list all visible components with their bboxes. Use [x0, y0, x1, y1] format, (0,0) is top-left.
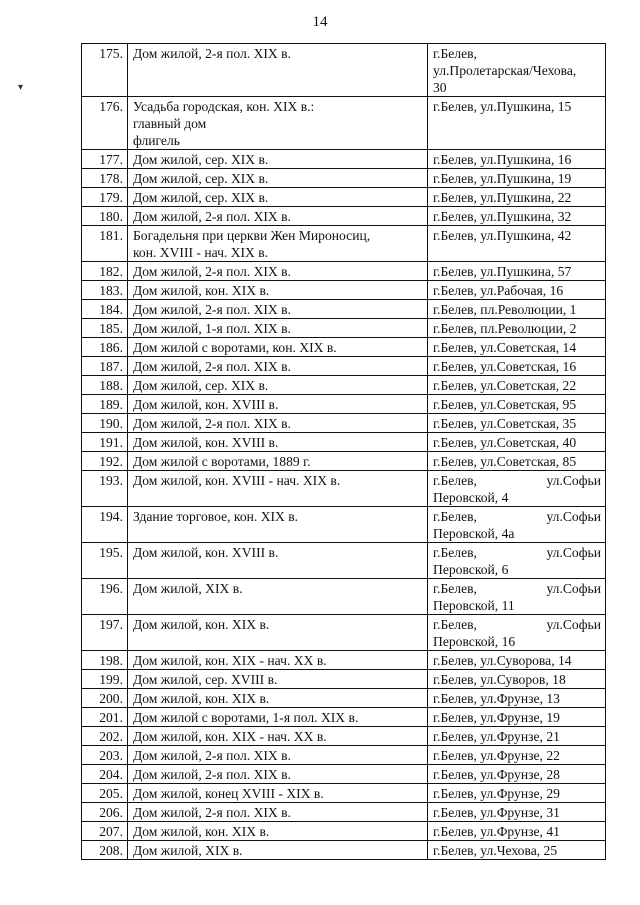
- object-name-line: Дом жилой, кон. XVIII - нач. XIX в.: [133, 473, 341, 488]
- row-number: 205.: [82, 784, 128, 803]
- table-row: [82, 414, 606, 433]
- address-cell: [428, 765, 606, 784]
- table-row: [82, 708, 606, 727]
- object-name-line: Дом жилой, 2-я пол. XIX в.: [133, 264, 291, 279]
- object-name-cell: [128, 765, 428, 784]
- address-part: ул.Софьи: [546, 509, 601, 524]
- address-line: г.Белев, ул.Фрунзе, 41: [433, 824, 560, 839]
- address-line: г.Белев, ул.Пушкина, 15: [433, 99, 572, 114]
- object-name-line: Дом жилой, кон. XVIII в.: [133, 397, 279, 412]
- object-name-cell: [128, 822, 428, 841]
- address-line: г.Белев, ул.Советская, 95: [433, 397, 577, 412]
- table-row: [82, 765, 606, 784]
- row-number: 178.: [82, 169, 128, 188]
- object-name-line: Дом жилой, 2-я пол. XIX в.: [133, 767, 291, 782]
- object-name-cell: [128, 803, 428, 822]
- object-name-line: Дом жилой, сер. XIX в.: [133, 171, 269, 186]
- object-name-cell: [128, 357, 428, 376]
- address-cell: [428, 300, 606, 319]
- address-cell: [428, 452, 606, 471]
- object-name-line: Дом жилой, сер. XVIII в.: [133, 672, 278, 687]
- row-number: 177.: [82, 150, 128, 169]
- address-part: г.Белев,: [433, 581, 477, 596]
- row-number: 186.: [82, 338, 128, 357]
- object-name-cell: [128, 300, 428, 319]
- object-name-cell: [128, 651, 428, 670]
- address-line: г.Белев, ул.Фрунзе, 31: [433, 805, 560, 820]
- page-number: 14: [312, 14, 328, 30]
- object-name-cell: [128, 226, 428, 262]
- address-cell: [428, 395, 606, 414]
- table-row: [82, 670, 606, 689]
- object-name-cell: [128, 615, 428, 651]
- table-row: [82, 300, 606, 319]
- row-number: 193.: [82, 471, 128, 507]
- object-name-line: Дом жилой, 2-я пол. XIX в.: [133, 416, 291, 431]
- address-line: г.Белев, ул.Фрунзе, 22: [433, 748, 560, 763]
- table-row: [82, 150, 606, 169]
- row-number: 175.: [82, 44, 128, 97]
- address-part: ул.Софьи: [546, 473, 601, 488]
- table-row: [82, 376, 606, 395]
- row-number: 190.: [82, 414, 128, 433]
- object-name-line: Дом жилой, кон. XIX - нач. XX в.: [133, 729, 327, 744]
- address-cell: [428, 97, 606, 150]
- table-row: [82, 822, 606, 841]
- object-name-line: Дом жилой, кон. XIX в.: [133, 824, 270, 839]
- table-row: [82, 651, 606, 670]
- object-name-cell: [128, 784, 428, 803]
- object-name-line: Дом жилой, сер. XIX в.: [133, 378, 269, 393]
- address-cell: [428, 357, 606, 376]
- object-name-cell: [128, 452, 428, 471]
- table-row: [82, 338, 606, 357]
- table-row: [82, 44, 606, 97]
- address-cell: [428, 188, 606, 207]
- row-number: 185.: [82, 319, 128, 338]
- object-name-line: Дом жилой, 2-я пол. XIX в.: [133, 748, 291, 763]
- row-number: 197.: [82, 615, 128, 651]
- table-row: [82, 471, 606, 507]
- object-name-cell: [128, 507, 428, 543]
- table-row: [82, 803, 606, 822]
- row-number: 201.: [82, 708, 128, 727]
- address-line: г.Белев, ул.Пушкина, 16: [433, 152, 572, 167]
- heritage-objects-table: [81, 43, 606, 860]
- row-number: 179.: [82, 188, 128, 207]
- table-row: [82, 169, 606, 188]
- address-line: Перовской, 16: [433, 634, 516, 649]
- address-line: г.Белев, ул.Фрунзе, 13: [433, 691, 560, 706]
- object-name-line: Богадельня при церкви Жен Мироносиц,: [133, 228, 371, 243]
- object-name-line: Дом жилой, сер. XIX в.: [133, 152, 269, 167]
- address-part: г.Белев,: [433, 473, 477, 488]
- object-name-cell: [128, 262, 428, 281]
- row-number: 198.: [82, 651, 128, 670]
- object-name-cell: [128, 97, 428, 150]
- table-row: [82, 579, 606, 615]
- address-line: г.Белев, пл.Революции, 2: [433, 321, 577, 336]
- address-line: г.Белев, ул.Советская, 14: [433, 340, 577, 355]
- address-cell: [428, 44, 606, 97]
- address-cell: [428, 207, 606, 226]
- address-cell: [428, 414, 606, 433]
- row-number: 207.: [82, 822, 128, 841]
- address-part: ул.Софьи: [546, 581, 601, 596]
- row-number: 183.: [82, 281, 128, 300]
- address-line-justified: [433, 472, 601, 489]
- object-name-cell: [128, 414, 428, 433]
- object-name-line: Дом жилой, конец XVIII - XIX в.: [133, 786, 324, 801]
- object-name-line: Дом жилой, кон. XVIII в.: [133, 545, 279, 560]
- address-cell: [428, 471, 606, 507]
- object-name-cell: [128, 727, 428, 746]
- address-line-justified: [433, 580, 601, 597]
- object-name-line: Дом жилой с воротами, кон. XIX в.: [133, 340, 337, 355]
- table-row: [82, 727, 606, 746]
- address-line-justified: [433, 544, 601, 561]
- row-number: 199.: [82, 670, 128, 689]
- address-line: Перовской, 11: [433, 598, 515, 613]
- address-cell: [428, 708, 606, 727]
- table-row: [82, 689, 606, 708]
- address-line: г.Белев, ул.Фрунзе, 28: [433, 767, 560, 782]
- object-name-cell: [128, 169, 428, 188]
- address-cell: [428, 727, 606, 746]
- row-number: 189.: [82, 395, 128, 414]
- object-name-cell: [128, 708, 428, 727]
- address-line: г.Белев, ул.Пушкина, 42: [433, 228, 572, 243]
- address-line: г.Белев,: [433, 46, 477, 61]
- row-number: 188.: [82, 376, 128, 395]
- table-row: [82, 97, 606, 150]
- table-row: [82, 188, 606, 207]
- address-line: г.Белев, ул.Советская, 22: [433, 378, 577, 393]
- address-cell: [428, 803, 606, 822]
- address-line: Перовской, 4: [433, 490, 509, 505]
- row-number: 182.: [82, 262, 128, 281]
- row-number: 204.: [82, 765, 128, 784]
- table-row: [82, 841, 606, 860]
- object-name-cell: [128, 689, 428, 708]
- address-cell: [428, 784, 606, 803]
- table-row: [82, 507, 606, 543]
- address-cell: [428, 507, 606, 543]
- row-number: 191.: [82, 433, 128, 452]
- address-part: г.Белев,: [433, 545, 477, 560]
- row-number: 194.: [82, 507, 128, 543]
- object-name-line: Дом жилой, сер. XIX в.: [133, 190, 269, 205]
- object-name-line: Дом жилой, 2-я пол. XIX в.: [133, 302, 291, 317]
- object-name-cell: [128, 746, 428, 765]
- object-name-line: Дом жилой с воротами, 1889 г.: [133, 454, 311, 469]
- object-name-cell: [128, 471, 428, 507]
- table-row: [82, 543, 606, 579]
- object-name-line: Дом жилой, кон. XIX в.: [133, 617, 270, 632]
- object-name-cell: [128, 543, 428, 579]
- object-name-line: Дом жилой, кон. XIX - нач. XX в.: [133, 653, 327, 668]
- object-name-line: Дом жилой, 2-я пол. XIX в.: [133, 805, 291, 820]
- address-line: г.Белев, ул.Советская, 35: [433, 416, 577, 431]
- object-name-cell: [128, 579, 428, 615]
- table-row: [82, 319, 606, 338]
- table-row: [82, 784, 606, 803]
- object-name-line: Усадьба городская, кон. XIX в.:: [133, 99, 315, 114]
- address-cell: [428, 579, 606, 615]
- address-cell: [428, 169, 606, 188]
- address-line: г.Белев, ул.Рабочая, 16: [433, 283, 564, 298]
- object-name-cell: [128, 433, 428, 452]
- row-number: 203.: [82, 746, 128, 765]
- table-row: [82, 226, 606, 262]
- address-cell: [428, 376, 606, 395]
- row-number: 202.: [82, 727, 128, 746]
- row-number: 206.: [82, 803, 128, 822]
- row-number: 200.: [82, 689, 128, 708]
- table-row: [82, 452, 606, 471]
- address-cell: [428, 651, 606, 670]
- object-name-cell: [128, 395, 428, 414]
- address-line: 30: [433, 80, 447, 95]
- address-line: Перовской, 4а: [433, 526, 515, 541]
- address-line-justified: [433, 508, 601, 525]
- address-line: г.Белев, ул.Чехова, 25: [433, 843, 558, 858]
- object-name-line: Дом жилой, кон. XIX в.: [133, 691, 270, 706]
- object-name-line: кон. XVIII - нач. XIX в.: [133, 245, 269, 260]
- object-name-cell: [128, 44, 428, 97]
- object-name-line: Дом жилой, 2-я пол. XIX в.: [133, 209, 291, 224]
- object-name-cell: [128, 338, 428, 357]
- address-cell: [428, 226, 606, 262]
- address-cell: [428, 338, 606, 357]
- address-cell: [428, 746, 606, 765]
- address-part: г.Белев,: [433, 509, 477, 524]
- object-name-cell: [128, 150, 428, 169]
- row-number: 184.: [82, 300, 128, 319]
- address-line: г.Белев, ул.Пушкина, 19: [433, 171, 572, 186]
- address-line: г.Белев, ул.Суворов, 18: [433, 672, 566, 687]
- object-name-line: Дом жилой, XIX в.: [133, 843, 243, 858]
- address-line: г.Белев, ул.Советская, 16: [433, 359, 577, 374]
- object-name-cell: [128, 670, 428, 689]
- address-cell: [428, 822, 606, 841]
- address-line: г.Белев, ул.Фрунзе, 29: [433, 786, 560, 801]
- table-row: [82, 207, 606, 226]
- object-name-line: главный дом: [133, 116, 207, 131]
- address-part: ул.Софьи: [546, 545, 601, 560]
- address-cell: [428, 281, 606, 300]
- object-name-cell: [128, 376, 428, 395]
- margin-mark: ▾: [18, 82, 24, 93]
- row-number: 208.: [82, 841, 128, 860]
- object-name-cell: [128, 319, 428, 338]
- object-name-cell: [128, 841, 428, 860]
- object-name-cell: [128, 281, 428, 300]
- address-line: г.Белев, ул.Фрунзе, 19: [433, 710, 560, 725]
- address-cell: [428, 689, 606, 708]
- address-line: г.Белев, ул.Суворова, 14: [433, 653, 572, 668]
- address-line: г.Белев, ул.Пушкина, 22: [433, 190, 572, 205]
- row-number: 196.: [82, 579, 128, 615]
- address-cell: [428, 543, 606, 579]
- table-row: [82, 746, 606, 765]
- address-cell: [428, 319, 606, 338]
- row-number: 176.: [82, 97, 128, 150]
- row-number: 192.: [82, 452, 128, 471]
- address-line: г.Белев, ул.Пушкина, 32: [433, 209, 572, 224]
- table-row: [82, 433, 606, 452]
- object-name-line: Дом жилой, XIX в.: [133, 581, 243, 596]
- row-number: 180.: [82, 207, 128, 226]
- address-line: г.Белев, пл.Революции, 1: [433, 302, 577, 317]
- object-name-cell: [128, 188, 428, 207]
- row-number: 187.: [82, 357, 128, 376]
- row-number: 195.: [82, 543, 128, 579]
- address-part: г.Белев,: [433, 617, 477, 632]
- row-number: 181.: [82, 226, 128, 262]
- object-name-line: Дом жилой, кон. XIX в.: [133, 283, 270, 298]
- address-cell: [428, 150, 606, 169]
- object-name-line: Дом жилой, кон. XVIII в.: [133, 435, 279, 450]
- object-name-line: флигель: [133, 133, 180, 148]
- table-row: [82, 395, 606, 414]
- object-name-line: Дом жилой, 2-я пол. XIX в.: [133, 46, 291, 61]
- address-part: ул.Софьи: [546, 617, 601, 632]
- object-name-line: Дом жилой, 1-я пол. XIX в.: [133, 321, 291, 336]
- address-cell: [428, 841, 606, 860]
- address-line: г.Белев, ул.Пушкина, 57: [433, 264, 572, 279]
- object-name-line: Дом жилой, 2-я пол. XIX в.: [133, 359, 291, 374]
- address-cell: [428, 615, 606, 651]
- address-line: г.Белев, ул.Советская, 85: [433, 454, 577, 469]
- address-line: г.Белев, ул.Фрунзе, 21: [433, 729, 560, 744]
- table-row: [82, 615, 606, 651]
- object-name-line: Здание торговое, кон. XIX в.: [133, 509, 299, 524]
- address-cell: [428, 433, 606, 452]
- table-row: [82, 281, 606, 300]
- object-name-cell: [128, 207, 428, 226]
- address-line: г.Белев, ул.Советская, 40: [433, 435, 577, 450]
- address-cell: [428, 262, 606, 281]
- address-line-justified: [433, 616, 601, 633]
- object-name-line: Дом жилой с воротами, 1-я пол. XIX в.: [133, 710, 359, 725]
- address-cell: [428, 670, 606, 689]
- address-line: Перовской, 6: [433, 562, 509, 577]
- table-row: [82, 262, 606, 281]
- address-line: ул.Пролетарская/Чехова,: [433, 63, 577, 78]
- table-row: [82, 357, 606, 376]
